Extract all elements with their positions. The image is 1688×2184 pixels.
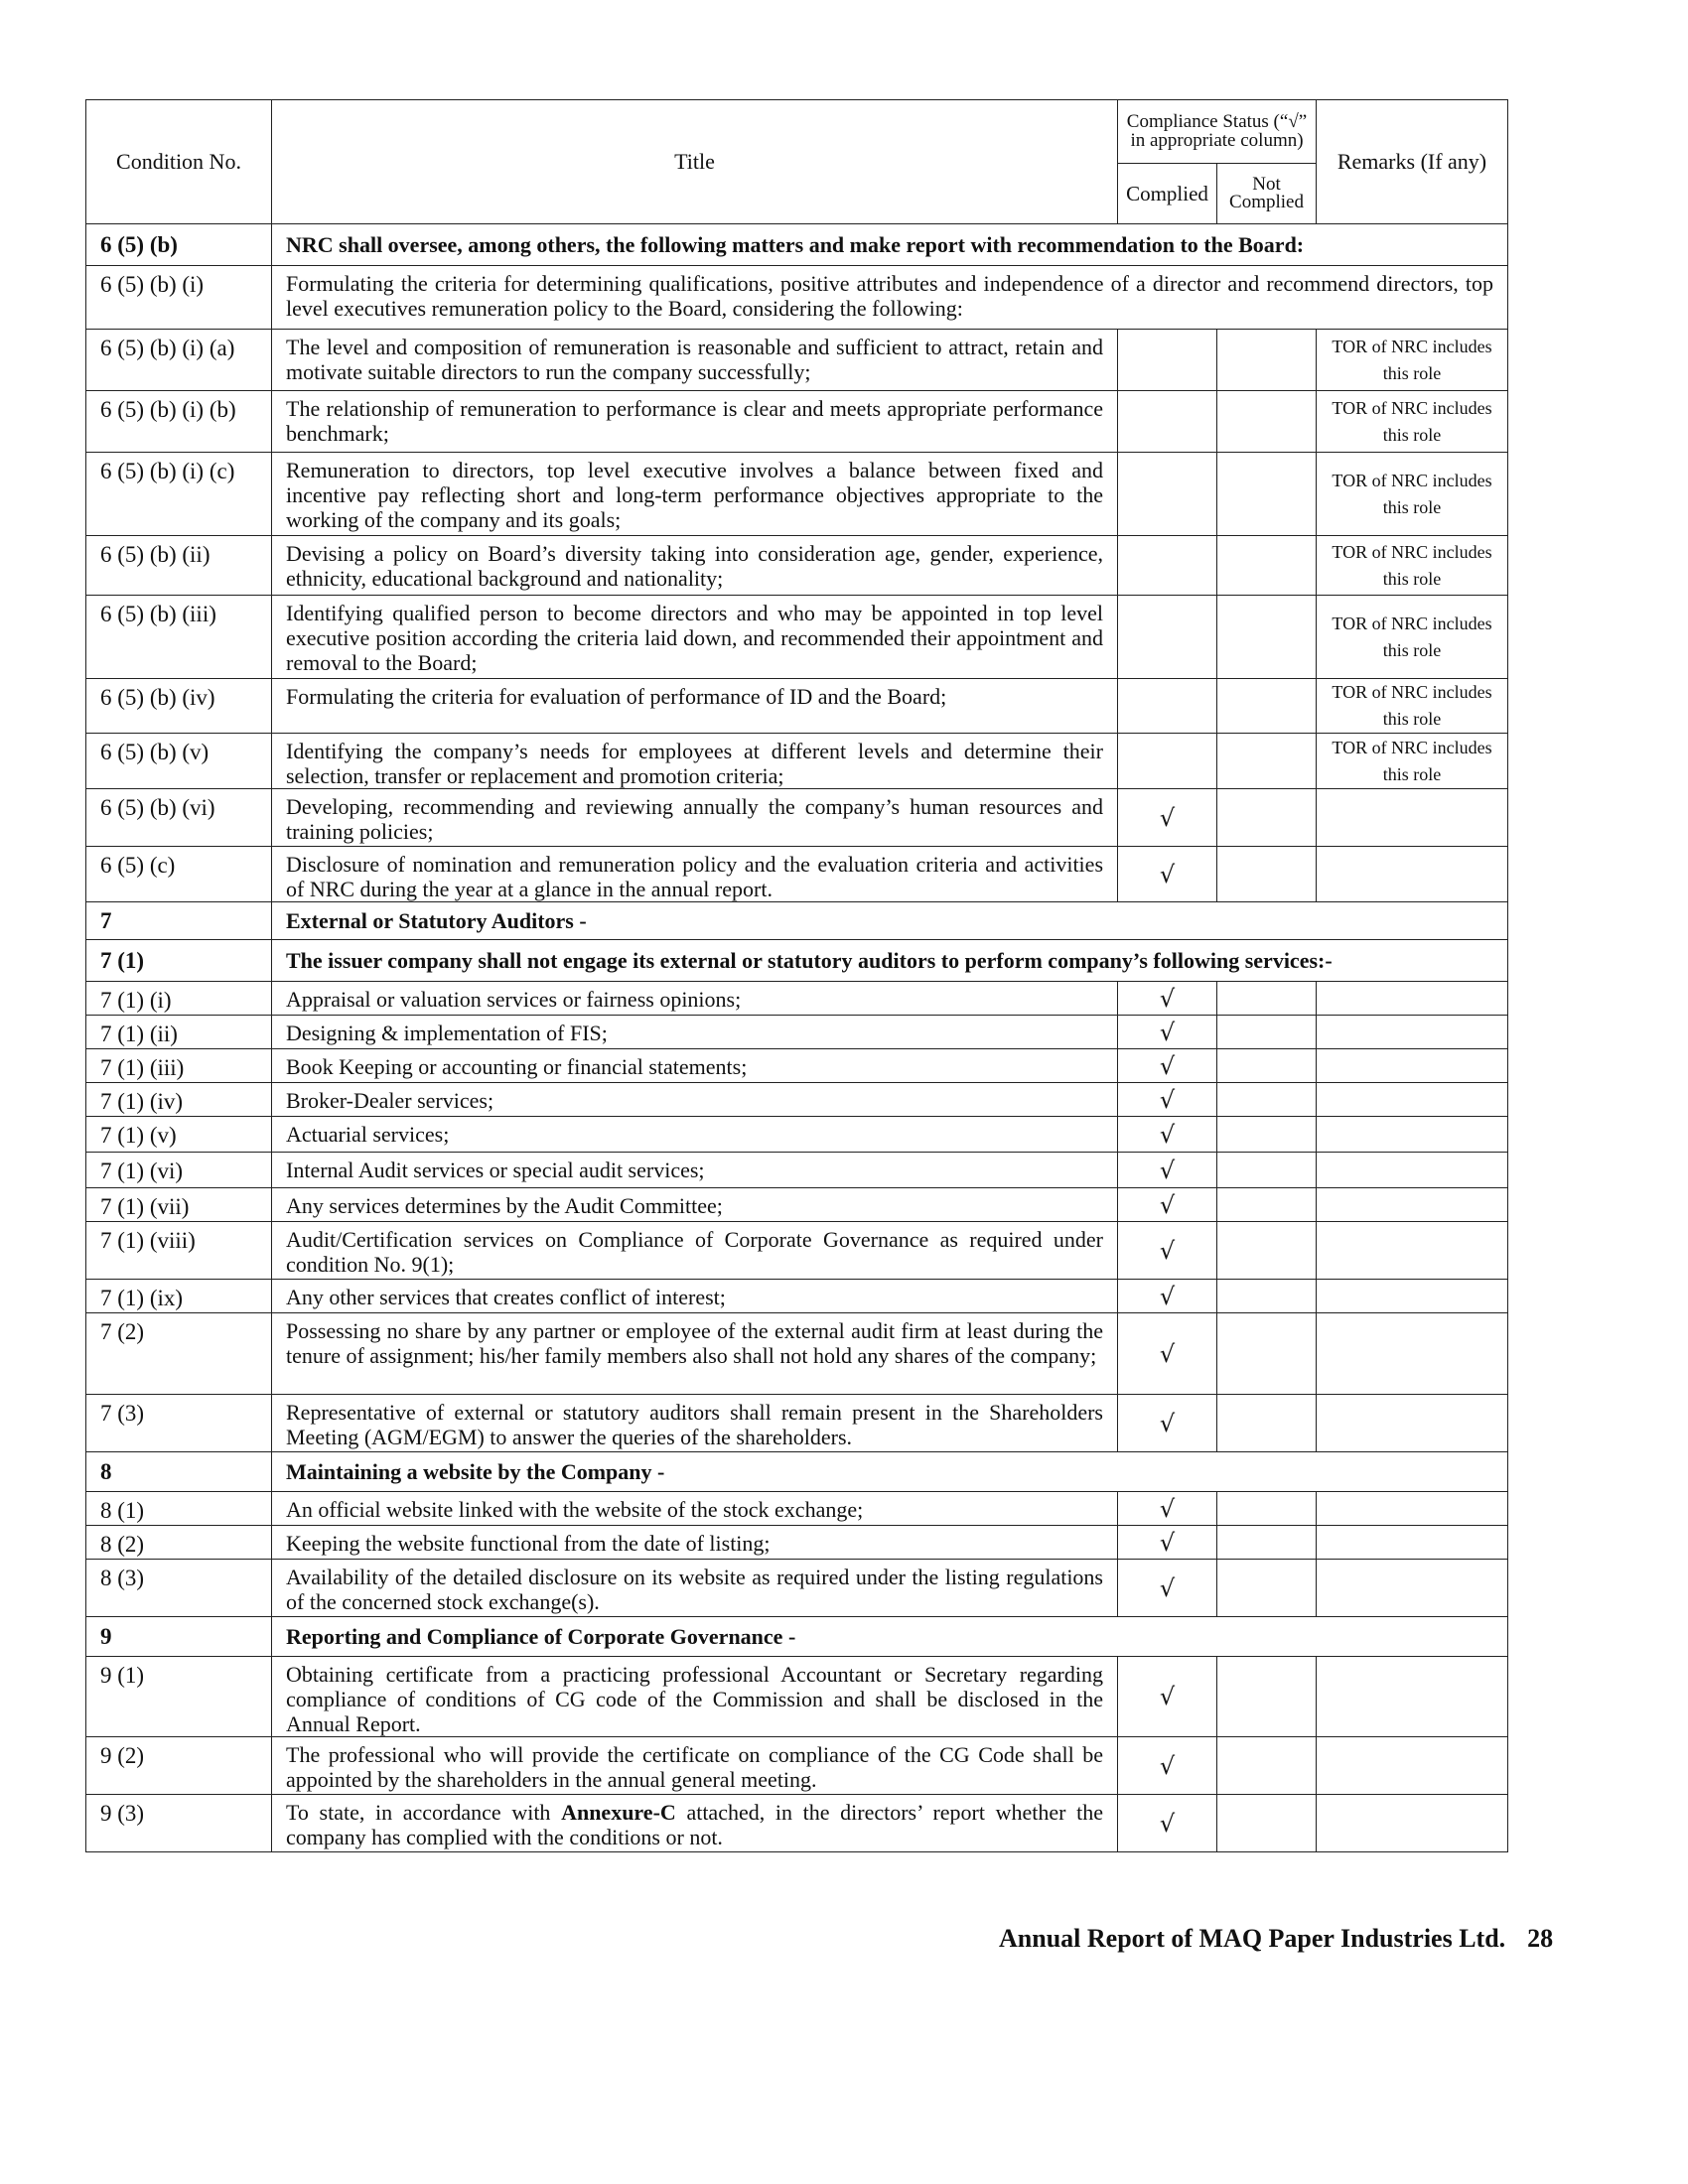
not-complied-cell [1217,1280,1317,1313]
table-row [86,1560,1508,1617]
remarks-cell [1317,1153,1508,1188]
not-complied-cell [1217,1560,1317,1617]
complied-cell: √ [1118,1016,1217,1049]
not-complied-cell [1217,1153,1317,1188]
condition-no-cell: 8 (2) [86,1526,272,1560]
condition-no-cell: 6 (5) (c) [86,847,272,902]
table-row [86,847,1508,902]
table-row [86,1617,1508,1657]
not-complied-cell [1217,391,1317,453]
condition-no-cell: 6 (5) (b) (vi) [86,789,272,847]
complied-cell: √ [1118,847,1217,902]
condition-no-cell: 6 (5) (b) (ii) [86,536,272,596]
complied-cell: √ [1118,982,1217,1016]
complied-cell: √ [1118,1657,1217,1737]
remarks-cell [1317,1280,1508,1313]
complied-cell: √ [1118,1737,1217,1795]
header-condition-no: Condition No. [86,100,272,224]
compliance-table [85,99,1508,1852]
title-cell: Any services determines by the Audit Committee; [272,1188,1118,1222]
title-cell: NRC shall oversee, among others, the following matters and make report with recommendation to the Board: [272,224,1508,266]
title-cell: Any other services that creates conflict of interest; [272,1280,1118,1313]
table-row [86,1492,1508,1526]
header-not-complied: Not Complied [1217,164,1317,224]
complied-cell: √ [1118,1313,1217,1395]
remarks-cell [1317,1083,1508,1117]
condition-no-cell: 6 (5) (b) (i) [86,266,272,330]
complied-cell: √ [1118,1492,1217,1526]
remarks-cell [1317,1188,1508,1222]
not-complied-cell [1217,1492,1317,1526]
compliance-table-body [86,224,1508,1852]
title-cell: Reporting and Compliance of Corporate Governance - [272,1617,1508,1657]
not-complied-cell [1217,1737,1317,1795]
remarks-cell [1317,1492,1508,1526]
condition-no-cell: 6 (5) (b) (i) (b) [86,391,272,453]
table-row [86,1016,1508,1049]
condition-no-cell: 9 (3) [86,1795,272,1852]
table-row [86,224,1508,266]
not-complied-cell [1217,596,1317,679]
remarks-cell [1317,1795,1508,1852]
table-row [86,1795,1508,1852]
table-row [86,982,1508,1016]
annexure-reference: Annexure-C [561,1800,676,1825]
condition-no-cell: 7 (1) (iii) [86,1049,272,1083]
title-cell: Identifying the company’s needs for employees at different levels and determine their selection, transfer or replacement and promotion criteria; [272,734,1118,789]
condition-no-cell: 7 [86,902,272,940]
footer-report-title: Annual Report of MAQ Paper Industries Ltd. [999,1924,1506,1953]
table-row [86,1222,1508,1280]
remarks-cell: TOR of NRC includes this role [1317,596,1508,679]
table-row [86,1117,1508,1153]
table-row [86,1083,1508,1117]
remarks-cell [1317,1737,1508,1795]
table-row [86,536,1508,596]
table-row [86,1049,1508,1083]
not-complied-cell [1217,1083,1317,1117]
condition-no-cell: 7 (1) (vi) [86,1153,272,1188]
table-row [86,940,1508,982]
table-row [86,1395,1508,1452]
title-cell: Possessing no share by any partner or employee of the external audit firm at least during the tenure of assignment; his/her family members also shall not hold any shares of the company; [272,1313,1118,1395]
table-row [86,679,1508,734]
header-compliance-status: Compliance Status (“√” in appropriate column) [1118,100,1317,164]
condition-no-cell: 9 [86,1617,272,1657]
title-text-part: attached, in the directors’ report whether the company has complied with the conditions or not. [286,1800,1103,1849]
compliance-table-page [85,99,1507,1852]
not-complied-cell [1217,453,1317,536]
title-cell: Remuneration to directors, top level executive involves a balance between fixed and incentive pay reflecting short and long-term performance objectives appropriate to the working of the company and its goals; [272,453,1118,536]
condition-no-cell: 7 (1) [86,940,272,982]
remarks-cell [1317,1016,1508,1049]
not-complied-cell [1217,1016,1317,1049]
condition-no-cell: 6 (5) (b) [86,224,272,266]
remarks-cell [1317,789,1508,847]
condition-no-cell: 7 (1) (viii) [86,1222,272,1280]
not-complied-cell [1217,1188,1317,1222]
complied-cell: √ [1118,1188,1217,1222]
title-cell: Formulating the criteria for determining qualifications, positive attributes and independence of a director and recommend directors, top level executives remuneration policy to the Board, considering the following: [272,266,1508,330]
complied-cell: √ [1118,1117,1217,1153]
remarks-cell [1317,982,1508,1016]
title-cell: Identifying qualified person to become directors and who may be appointed in top level executive position according the criteria laid down, and recommended their appointment and removal to the Board; [272,596,1118,679]
title-cell: An official website linked with the website of the stock exchange; [272,1492,1118,1526]
condition-no-cell: 6 (5) (b) (iv) [86,679,272,734]
complied-cell: √ [1118,1083,1217,1117]
complied-cell: √ [1118,1395,1217,1452]
condition-no-cell: 7 (1) (iv) [86,1083,272,1117]
not-complied-cell [1217,1795,1317,1852]
remarks-cell [1317,1117,1508,1153]
table-row [86,266,1508,330]
header-title: Title [272,100,1118,224]
title-cell: Maintaining a website by the Company - [272,1452,1508,1492]
title-cell: Internal Audit services or special audit services; [272,1153,1118,1188]
remarks-cell [1317,1313,1508,1395]
not-complied-cell [1217,330,1317,391]
table-row [86,1452,1508,1492]
title-cell: Keeping the website functional from the date of listing; [272,1526,1118,1560]
page-footer [999,1924,1553,1954]
remarks-cell [1317,1657,1508,1737]
title-cell: Actuarial services; [272,1117,1118,1153]
remarks-cell: TOR of NRC includes this role [1317,453,1508,536]
table-row [86,391,1508,453]
title-cell: Broker-Dealer services; [272,1083,1118,1117]
complied-cell [1118,734,1217,789]
condition-no-cell: 8 (3) [86,1560,272,1617]
remarks-cell: TOR of NRC includes this role [1317,734,1508,789]
table-row [86,1737,1508,1795]
title-cell: Developing, recommending and reviewing annually the company’s human resources and training policies; [272,789,1118,847]
not-complied-cell [1217,1222,1317,1280]
condition-no-cell: 7 (1) (ii) [86,1016,272,1049]
condition-no-cell: 9 (2) [86,1737,272,1795]
condition-no-cell: 9 (1) [86,1657,272,1737]
title-cell: The level and composition of remuneration is reasonable and sufficient to attract, retain and motivate suitable directors to run the company successfully; [272,330,1118,391]
remarks-cell [1317,1526,1508,1560]
remarks-cell: TOR of NRC includes this role [1317,679,1508,734]
title-cell: The professional who will provide the certificate on compliance of the CG Code shall be appointed by the shareholders in the annual general meeting. [272,1737,1118,1795]
complied-cell: √ [1118,1280,1217,1313]
table-row [86,453,1508,536]
remarks-cell [1317,847,1508,902]
condition-no-cell: 8 (1) [86,1492,272,1526]
not-complied-cell [1217,1117,1317,1153]
condition-no-cell: 6 (5) (b) (v) [86,734,272,789]
table-row [86,1313,1508,1395]
remarks-cell [1317,1560,1508,1617]
complied-cell: √ [1118,1526,1217,1560]
not-complied-cell [1217,536,1317,596]
header-remarks: Remarks (If any) [1317,100,1508,224]
complied-cell: √ [1118,1795,1217,1852]
title-cell: Book Keeping or accounting or financial statements; [272,1049,1118,1083]
complied-cell [1118,596,1217,679]
table-row [86,330,1508,391]
not-complied-cell [1217,1657,1317,1737]
not-complied-cell [1217,1049,1317,1083]
condition-no-cell: 7 (1) (ix) [86,1280,272,1313]
title-cell: The relationship of remuneration to performance is clear and meets appropriate performance benchmark; [272,391,1118,453]
not-complied-cell [1217,847,1317,902]
condition-no-cell: 7 (1) (i) [86,982,272,1016]
complied-cell: √ [1118,1049,1217,1083]
condition-no-cell: 7 (1) (vii) [86,1188,272,1222]
complied-cell: √ [1118,789,1217,847]
title-cell: Representative of external or statutory auditors shall remain present in the Shareholders Meeting (AGM/EGM) to answer the queries of the shareholders. [272,1395,1118,1452]
condition-no-cell: 6 (5) (b) (i) (c) [86,453,272,536]
remarks-cell [1317,1222,1508,1280]
table-row [86,1280,1508,1313]
title-cell: The issuer company shall not engage its external or statutory auditors to perform company’s following services:- [272,940,1508,982]
complied-cell: √ [1118,1560,1217,1617]
table-row [86,734,1508,789]
title-cell: External or Statutory Auditors - [272,902,1508,940]
not-complied-cell [1217,679,1317,734]
condition-no-cell: 6 (5) (b) (i) (a) [86,330,272,391]
table-row [86,1153,1508,1188]
complied-cell: √ [1118,1222,1217,1280]
table-row [86,1657,1508,1737]
complied-cell [1118,536,1217,596]
table-row [86,789,1508,847]
condition-no-cell: 8 [86,1452,272,1492]
not-complied-cell [1217,734,1317,789]
complied-cell [1118,391,1217,453]
complied-cell [1118,679,1217,734]
title-cell: Designing & implementation of FIS; [272,1016,1118,1049]
condition-no-cell: 7 (3) [86,1395,272,1452]
title-cell: Devising a policy on Board’s diversity taking into consideration age, gender, experience, ethnicity, educational background and nationality; [272,536,1118,596]
complied-cell [1118,330,1217,391]
footer-page-number: 28 [1527,1924,1554,1953]
title-text-part: To state, in accordance with [286,1800,562,1825]
complied-cell [1118,453,1217,536]
complied-cell: √ [1118,1153,1217,1188]
title-cell [272,1795,1118,1852]
condition-no-cell: 6 (5) (b) (iii) [86,596,272,679]
not-complied-cell [1217,789,1317,847]
table-row [86,1526,1508,1560]
remarks-cell: TOR of NRC includes this role [1317,536,1508,596]
remarks-cell: TOR of NRC includes this role [1317,330,1508,391]
condition-no-cell: 7 (1) (v) [86,1117,272,1153]
title-cell: Appraisal or valuation services or fairness opinions; [272,982,1118,1016]
table-row [86,902,1508,940]
title-cell: Disclosure of nomination and remuneration policy and the evaluation criteria and activities of NRC during the year at a glance in the annual report. [272,847,1118,902]
remarks-cell: TOR of NRC includes this role [1317,391,1508,453]
not-complied-cell [1217,1395,1317,1452]
table-row [86,596,1508,679]
table-row [86,1188,1508,1222]
title-cell: Audit/Certification services on Compliance of Corporate Governance as required under condition No. 9(1); [272,1222,1118,1280]
title-cell: Formulating the criteria for evaluation of performance of ID and the Board; [272,679,1118,734]
not-complied-cell [1217,1313,1317,1395]
title-cell: Availability of the detailed disclosure on its website as required under the listing regulations of the concerned stock exchange(s). [272,1560,1118,1617]
title-cell: Obtaining certificate from a practicing professional Accountant or Secretary regarding compliance of conditions of CG code of the Commission and shall be disclosed in the Annual Report. [272,1657,1118,1737]
header-complied: Complied [1118,164,1217,224]
condition-no-cell: 7 (2) [86,1313,272,1395]
remarks-cell [1317,1395,1508,1452]
not-complied-cell [1217,1526,1317,1560]
not-complied-cell [1217,982,1317,1016]
remarks-cell [1317,1049,1508,1083]
